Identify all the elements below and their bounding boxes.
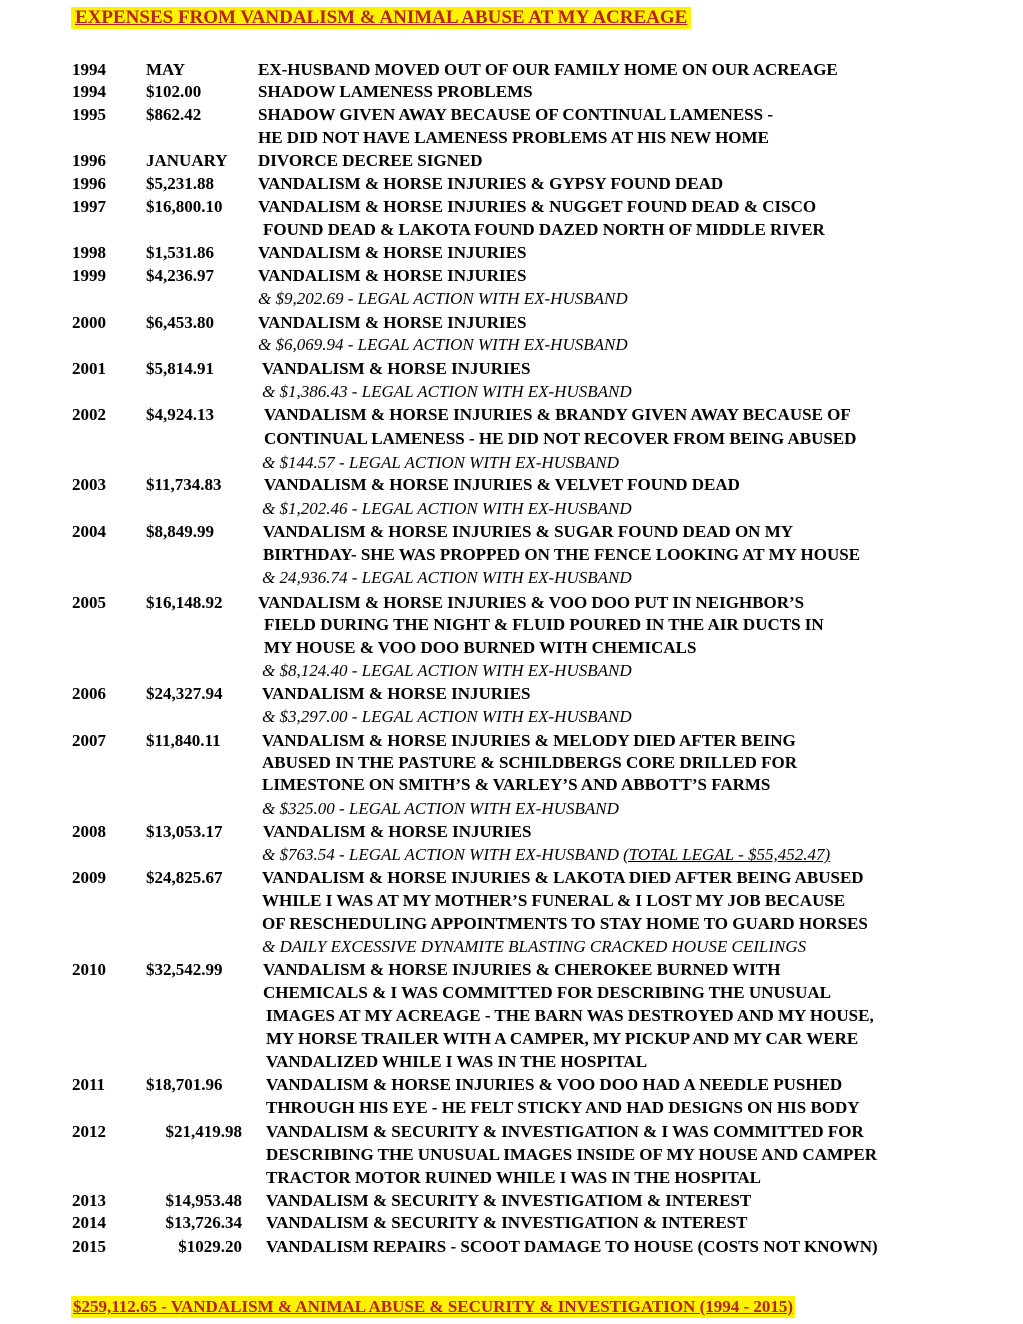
row-year: 2010 [72, 960, 106, 979]
row-description-text: FOUND DEAD & LAKOTA FOUND DAZED NORTH OF MIDDLE RIVER [263, 220, 825, 239]
row-description-text: TRACTOR MOTOR RUINED WHILE I WAS IN THE HOSPITAL [266, 1168, 762, 1187]
row-description-text: & $1,202.46 - LEGAL ACTION WITH EX-HUSBAND [262, 499, 632, 518]
row-description-text: VANDALISM & SECURITY & INVESTIGATION & I WAS COMMITTED FOR [266, 1122, 864, 1141]
row-description [266, 1096, 860, 1119]
row-description [262, 497, 632, 520]
row-description-text: VANDALISM & HORSE INJURIES [258, 266, 527, 285]
row-description [266, 1235, 878, 1258]
document-title: EXPENSES FROM VANDALISM & ANIMAL ABUSE AT MY ACREAGE [71, 7, 691, 29]
row-description [264, 403, 851, 426]
row-amount: $11,840.11 [146, 731, 221, 750]
row-amount: $32,542.99 [146, 960, 223, 979]
row-amount: $24,327.94 [146, 684, 223, 703]
row-amount: $6,453.80 [146, 313, 214, 332]
row-description-text: VANDALISM & HORSE INJURIES & LAKOTA DIED AFTER BEING ABUSED [262, 868, 864, 887]
row-year: 1999 [72, 266, 106, 285]
row-description [258, 264, 526, 287]
row-description [263, 218, 825, 241]
row-year: 2014 [72, 1213, 106, 1232]
row-description-text: & $6,069.94 - LEGAL ACTION WITH EX-HUSBAND [258, 335, 628, 354]
row-description-text: VANDALISM & HORSE INJURIES & CHEROKEE BURNED WITH [263, 960, 781, 979]
row-description-text: VANDALISM & HORSE INJURIES [262, 359, 531, 378]
row-description-text: VANDALISM & HORSE INJURIES [258, 313, 527, 332]
row-description-text: LIMESTONE ON SMITH’S & VARLEY’S AND ABBOTT’S FARMS [262, 775, 771, 794]
row-description [263, 820, 531, 843]
row-description-text: VANDALISM & HORSE INJURIES & NUGGET FOUND DEAD & CISCO [258, 197, 817, 216]
row-description-text: WHILE I WAS AT MY MOTHER’S FUNERAL & I LOST MY JOB BECAUSE [262, 891, 846, 910]
row-description [266, 1143, 877, 1166]
row-year: 2002 [72, 405, 106, 424]
row-description-text: HE DID NOT HAVE LAMENESS PROBLEMS AT HIS NEW HOME [258, 128, 769, 147]
row-description-text: VANDALISM & SECURITY & INVESTIGATION & INTEREST [266, 1213, 748, 1232]
row-description [263, 981, 831, 1004]
row-description-text: VANDALISM & SECURITY & INVESTIGATIOM & INTEREST [266, 1191, 752, 1210]
row-description [262, 357, 530, 380]
row-description [258, 149, 482, 172]
row-description [263, 520, 793, 543]
row-amount: $5,814.91 [146, 359, 214, 378]
row-description [262, 843, 830, 866]
row-description-text: VANDALISM & HORSE INJURIES & GYPSY FOUND DEAD [258, 174, 724, 193]
row-year: 2000 [72, 313, 106, 332]
row-description [262, 705, 632, 728]
row-description [262, 866, 864, 889]
row-year: 2015 [72, 1237, 106, 1256]
row-description [258, 80, 533, 103]
row-description-text: VANDALISM & HORSE INJURIES & MELODY DIED AFTER BEING [262, 731, 796, 750]
row-amount: $102.00 [146, 82, 202, 101]
row-description [266, 1120, 864, 1143]
row-description [264, 427, 856, 450]
row-year: 2003 [72, 475, 106, 494]
row-description-text: ABUSED IN THE PASTURE & SCHILDBERGS CORE DRILLED FOR [262, 753, 797, 772]
row-description [262, 889, 845, 912]
row-year: 2013 [72, 1191, 106, 1210]
row-description [266, 1189, 751, 1212]
row-year: 1996 [72, 151, 106, 170]
row-year: 1997 [72, 197, 106, 216]
row-description [266, 1004, 874, 1027]
row-description [266, 1211, 747, 1234]
row-year: 2004 [72, 522, 106, 541]
row-description [262, 797, 619, 820]
row-description-text: VANDALISM & HORSE INJURIES & VELVET FOUND DEAD [264, 475, 740, 494]
row-description [262, 729, 796, 752]
row-description-text: & $325.00 - LEGAL ACTION WITH EX-HUSBAND [262, 799, 619, 818]
row-description [262, 912, 868, 935]
row-amount: $21,419.98 [165, 1122, 242, 1141]
row-description-text: VANDALISM & HORSE INJURIES [262, 684, 531, 703]
row-year: 1995 [72, 105, 106, 124]
row-description-text: VANDALISM & HORSE INJURIES [258, 243, 527, 262]
row-description-text: & $9,202.69 - LEGAL ACTION WITH EX-HUSBAND [258, 289, 628, 308]
row-amount: $13,053.17 [146, 822, 223, 841]
row-description-text: CONTINUAL LAMENESS - HE DID NOT RECOVER FROM BEING ABUSED [264, 429, 857, 448]
row-description [262, 380, 632, 403]
row-description [266, 1050, 647, 1073]
row-year: 2005 [72, 593, 106, 612]
grand-total: $259,112.65 - VANDALISM & ANIMAL ABUSE & SECURITY & INVESTIGATION (1994 - 2015) [73, 1297, 794, 1316]
row-description-text: BIRTHDAY- SHE WAS PROPPED ON THE FENCE LOOKING AT MY HOUSE [263, 545, 861, 564]
row-description [264, 636, 696, 659]
row-year: 2006 [72, 684, 106, 703]
row-description [263, 958, 781, 981]
row-description-text: DESCRIBING THE UNUSUAL IMAGES INSIDE OF MY HOUSE AND CAMPER [266, 1145, 877, 1164]
row-description-text: & $1,386.43 - LEGAL ACTION WITH EX-HUSBAND [262, 382, 632, 401]
row-amount: $4,236.97 [146, 266, 214, 285]
row-amount: $862.42 [146, 105, 202, 124]
row-amount: JANUARY [146, 151, 228, 170]
row-description [262, 773, 770, 796]
row-year: 2007 [72, 731, 106, 750]
row-year: 2011 [72, 1075, 106, 1094]
row-description [262, 682, 530, 705]
row-description [258, 591, 804, 614]
row-description [263, 543, 860, 566]
row-description-text: & $763.54 - LEGAL ACTION WITH EX-HUSBAND [262, 845, 624, 864]
row-description-text: VANDALISM & HORSE INJURIES [263, 822, 532, 841]
row-description [264, 473, 740, 496]
row-description-text: VANDALISM & HORSE INJURIES & VOO DOO HAD A NEEDLE PUSHED [266, 1075, 843, 1094]
row-description [258, 241, 526, 264]
row-description [264, 613, 824, 636]
row-description [266, 1166, 761, 1189]
row-description [258, 103, 773, 126]
row-year: 2009 [72, 868, 106, 887]
row-amount: $16,148.92 [146, 593, 223, 612]
row-description-text: SHADOW LAMENESS PROBLEMS [258, 82, 533, 101]
row-description [266, 1027, 858, 1050]
row-description [262, 659, 632, 682]
row-amount: $8,849.99 [146, 522, 214, 541]
row-amount: $1029.20 [178, 1237, 242, 1256]
row-description-text: VANDALISM & HORSE INJURIES & SUGAR FOUND DEAD ON MY [263, 522, 794, 541]
row-description-text: OF RESCHEDULING APPOINTMENTS TO STAY HOME TO GUARD HORSES [262, 914, 868, 933]
row-description-text: FIELD DURING THE NIGHT & FLUID POURED IN THE AIR DUCTS IN [264, 615, 824, 634]
row-description-text: MY HORSE TRAILER WITH A CAMPER, MY PICKUP AND MY CAR WERE [266, 1029, 859, 1048]
row-year: 2012 [72, 1122, 106, 1141]
row-year: 2008 [72, 822, 106, 841]
row-description-text: & DAILY EXCESSIVE DYNAMITE BLASTING CRACKED HOUSE CEILINGS [262, 937, 807, 956]
row-description [262, 751, 797, 774]
row-description-text: VANDALISM & HORSE INJURIES & VOO DOO PUT IN NEIGHBOR’S [258, 593, 805, 612]
row-amount: $18,701.96 [146, 1075, 223, 1094]
row-description-text: CHEMICALS & I WAS COMMITTED FOR DESCRIBING THE UNUSUAL [263, 983, 832, 1002]
row-year: 1998 [72, 243, 106, 262]
row-description [262, 935, 806, 958]
row-description [258, 172, 723, 195]
row-description [258, 58, 838, 81]
row-description [258, 126, 769, 149]
row-description [258, 287, 628, 310]
row-description-text: VANDALISM REPAIRS - SCOOT DAMAGE TO HOUSE (COSTS NOT KNOWN) [266, 1237, 878, 1256]
row-description-text: IMAGES AT MY ACREAGE - THE BARN WAS DESTROYED AND MY HOUSE, [266, 1006, 874, 1025]
row-amount: $16,800.10 [146, 197, 223, 216]
row-description [258, 195, 816, 218]
row-description-text: EX-HUSBAND MOVED OUT OF OUR FAMILY HOME ON OUR ACREAGE [258, 60, 838, 79]
total-legal-note: (TOTAL LEGAL - $55,452.47) [623, 845, 831, 864]
row-description-text: VANDALISM & HORSE INJURIES & BRANDY GIVEN AWAY BECAUSE OF [264, 405, 851, 424]
row-description-text: VANDALIZED WHILE I WAS IN THE HOSPITAL [266, 1052, 648, 1071]
row-year: 1996 [72, 174, 106, 193]
row-description-text: THROUGH HIS EYE - HE FELT STICKY AND HAD DESIGNS ON HIS BODY [266, 1098, 860, 1117]
row-amount: $4,924.13 [146, 405, 214, 424]
row-year: 1994 [72, 82, 106, 101]
row-year: 1994 [72, 60, 106, 79]
row-amount: $13,726.34 [165, 1213, 242, 1232]
row-description-text: & 24,936.74 - LEGAL ACTION WITH EX-HUSBAND [262, 568, 632, 587]
row-description [262, 566, 632, 589]
row-description-text: DIVORCE DECREE SIGNED [258, 151, 483, 170]
row-description-text: & $8,124.40 - LEGAL ACTION WITH EX-HUSBAND [262, 661, 632, 680]
row-description [258, 333, 628, 356]
row-amount: $1,531.86 [146, 243, 214, 262]
row-year: 2001 [72, 359, 106, 378]
row-description-text: & $144.57 - LEGAL ACTION WITH EX-HUSBAND [262, 453, 619, 472]
row-amount: $14,953.48 [165, 1191, 242, 1210]
row-description-text: MY HOUSE & VOO DOO BURNED WITH CHEMICALS [264, 638, 697, 657]
row-amount: MAY [146, 60, 186, 79]
row-description [266, 1073, 842, 1096]
row-description [262, 451, 619, 474]
row-amount: $24,825.67 [146, 868, 223, 887]
row-description [258, 311, 526, 334]
row-amount: $11,734.83 [146, 475, 222, 494]
row-amount: $5,231.88 [146, 174, 214, 193]
row-description-text: & $3,297.00 - LEGAL ACTION WITH EX-HUSBAND [262, 707, 632, 726]
row-description-text: SHADOW GIVEN AWAY BECAUSE OF CONTINUAL LAMENESS - [258, 105, 773, 124]
